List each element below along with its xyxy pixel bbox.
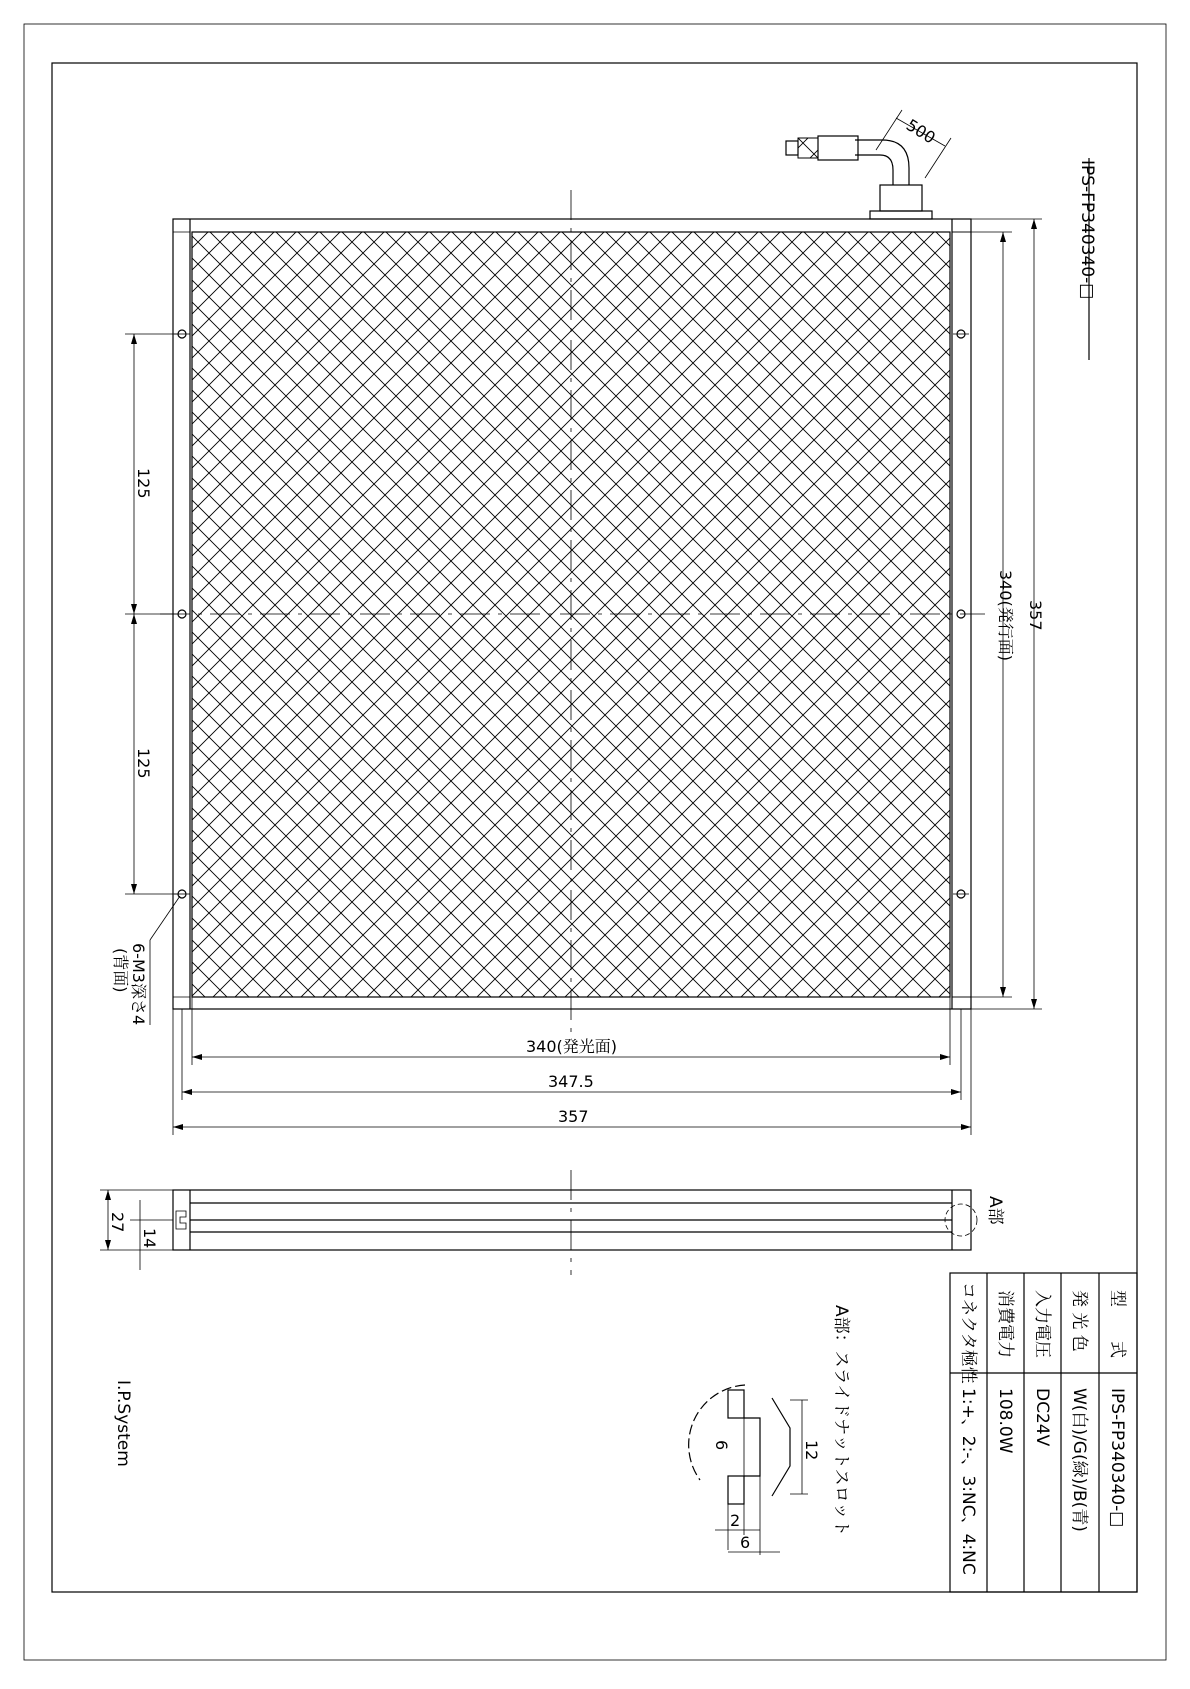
dim-357-h: 357	[558, 1107, 589, 1126]
connector-cable	[786, 136, 932, 219]
spec-value-model: IPS-FP340340-□	[1107, 1388, 1127, 1528]
spec-value-power: 108.0W	[995, 1388, 1015, 1454]
spec-value-polarity: 1:+、2:-、3:NC、4:NC	[958, 1388, 978, 1575]
detail-dim-2: 2	[730, 1511, 741, 1530]
dim-125-lower: 125	[134, 748, 153, 779]
detail-dim-12: 12	[802, 1440, 821, 1461]
spec-label-model: 型 式	[1107, 1290, 1127, 1358]
spec-label-polarity: コネクタ極性	[958, 1282, 978, 1384]
spec-value-voltage: DC24V	[1032, 1388, 1052, 1447]
detail-dim-6b: 6	[740, 1533, 751, 1552]
dim-357-v: 357	[1026, 600, 1045, 631]
dim-347-5: 347.5	[548, 1072, 594, 1091]
spec-label-color: 発 光 色	[1069, 1290, 1089, 1352]
model-title: IPS-FP340340-□	[1077, 160, 1097, 300]
leader-line	[150, 896, 180, 940]
side-view	[173, 1170, 977, 1275]
dim-340-emit-v: 340(発行面)	[996, 570, 1015, 662]
dim-500: 500	[902, 115, 939, 148]
dim-340-emit-h: 340(発光面)	[526, 1037, 618, 1056]
a-detail-caption: A部：スライドナットスロット	[831, 1305, 851, 1537]
dim-14: 14	[140, 1228, 159, 1249]
hole-note-back: (背面)	[111, 948, 130, 993]
dim-27: 27	[108, 1212, 127, 1233]
spec-label-power: 消費電力	[995, 1290, 1015, 1358]
detail-dim-6a: 6	[712, 1440, 731, 1451]
spec-label-voltage: 入力電圧	[1032, 1290, 1052, 1358]
a-section-label: A部	[985, 1196, 1005, 1225]
dim-125-upper: 125	[134, 468, 153, 499]
a-detail-drawing	[689, 1385, 808, 1555]
company-name: I.P.System	[113, 1380, 133, 1467]
spec-value-color: W(白)/G(緑)/B(青)	[1069, 1388, 1089, 1532]
hole-note: 6-M3深さ4	[129, 943, 148, 1026]
